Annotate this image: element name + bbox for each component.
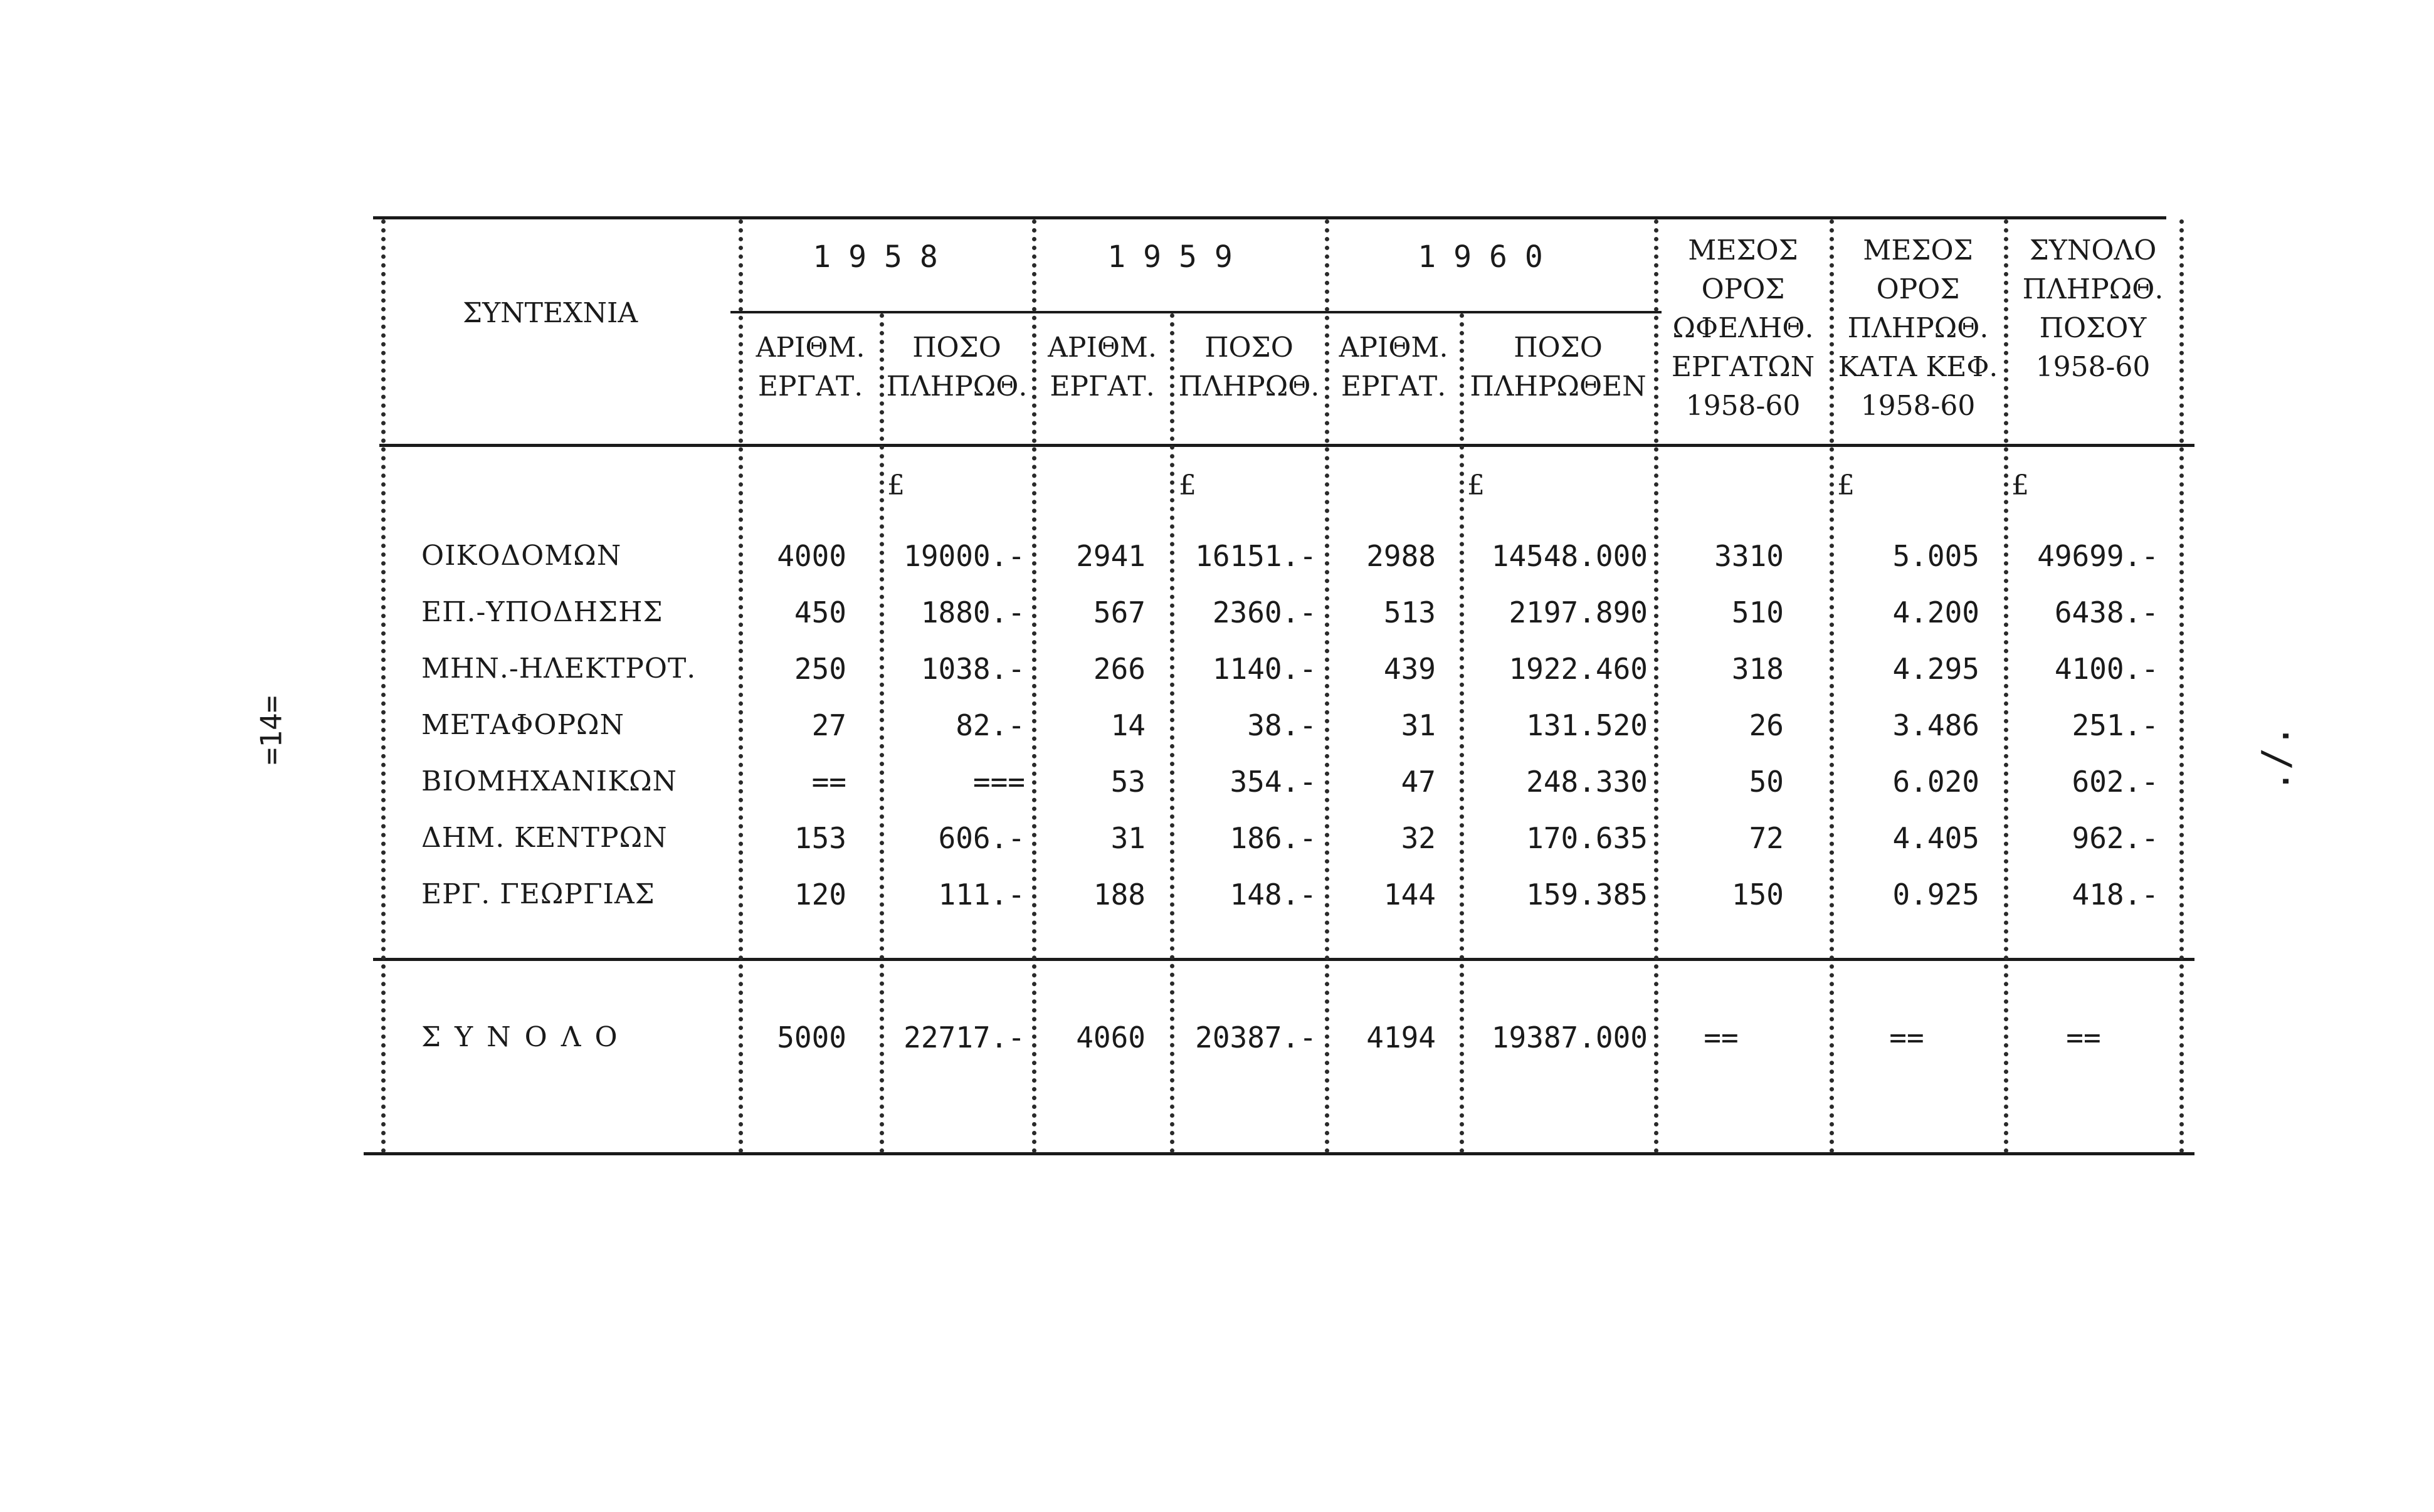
cell-avg-p: 0.925 <box>1892 878 1979 911</box>
cell-w59: 266 <box>1093 652 1146 686</box>
union-name: ΟΙΚΟΔΟΜΩΝ <box>421 540 622 572</box>
amount-header-1959: ΠΟΣΟ <box>1204 332 1293 364</box>
total-total: == <box>2066 1021 2101 1054</box>
total-p59: 20387.- <box>1195 1021 1317 1054</box>
column-divider <box>2179 219 2184 1153</box>
cell-w60: 47 <box>1401 765 1436 799</box>
cell-total: 4100.- <box>2054 652 2159 686</box>
table-bottom-rule <box>364 1152 2194 1155</box>
cell-w58: 120 <box>794 878 846 911</box>
total-avg-w: == <box>1704 1021 1739 1054</box>
cell-total: 602.- <box>2072 765 2159 799</box>
cell-p58: 606.- <box>938 821 1025 855</box>
avg-beneficiaries-header: ΜΕΣΟΣ <box>1688 234 1798 266</box>
total-label: ΣΥΝΟΛΟ <box>421 1021 631 1053</box>
cell-w58: 250 <box>794 652 846 686</box>
cell-total: 6438.- <box>2054 596 2159 629</box>
total-paid-header: ΣΥΝΟΛΟ <box>2029 234 2157 266</box>
column-divider <box>1325 219 1329 1153</box>
total-w60: 4194 <box>1366 1021 1436 1054</box>
total-paid-header: ΠΛΗΡΩΘ. <box>2022 273 2164 305</box>
cell-avg-p: 4.295 <box>1892 652 1979 686</box>
amount-header-1958: ΠΟΣΟ <box>912 332 1001 364</box>
cell-total: 962.- <box>2072 821 2159 855</box>
page-number-margin: =14= <box>254 695 288 765</box>
year-1960-header: 1960 <box>1418 239 1561 275</box>
cell-w59: 53 <box>1110 765 1146 799</box>
union-name: ΕΡΓ. ΓΕΩΡΓΙΑΣ <box>421 878 655 910</box>
cell-p60: 1922.460 <box>1509 652 1648 686</box>
avg-paid-header: 1958-60 <box>1860 390 1976 422</box>
cell-p60: 248.330 <box>1526 765 1648 799</box>
cell-w60: 2988 <box>1366 539 1436 573</box>
header-bottom-rule <box>379 444 2194 447</box>
cell-w59: 31 <box>1110 821 1146 855</box>
cell-avg-p: 4.405 <box>1892 821 1979 855</box>
currency-symbol: £ <box>887 470 905 501</box>
column-divider <box>1654 219 1658 1153</box>
cell-p59: 1140.- <box>1212 652 1317 686</box>
total-paid-header: 1958-60 <box>2035 351 2151 383</box>
cell-p59: 38.- <box>1247 708 1317 742</box>
cell-avg-w: 510 <box>1731 596 1784 629</box>
total-w59: 4060 <box>1076 1021 1146 1054</box>
cell-avg-w: 26 <box>1749 708 1784 742</box>
cell-p60: 2197.890 <box>1509 596 1648 629</box>
cell-p59: 2360.- <box>1212 596 1317 629</box>
cell-w58: 153 <box>794 821 846 855</box>
table-top-rule <box>373 216 2166 219</box>
avg-paid-header: ΚΑΤΑ ΚΕΦ. <box>1838 351 1998 383</box>
column-divider <box>739 219 743 1153</box>
cell-total: 251.- <box>2072 708 2159 742</box>
cell-w58: == <box>811 765 846 799</box>
cell-p60: 159.385 <box>1526 878 1648 911</box>
union-name: ΜΕΤΑΦΟΡΩΝ <box>421 709 625 741</box>
currency-symbol: £ <box>1467 470 1485 501</box>
amount-header-1959: ΠΛΗΡΩΘ. <box>1178 370 1320 402</box>
cell-p58: === <box>972 765 1025 799</box>
cell-avg-w: 3310 <box>1714 539 1784 573</box>
cell-w58: 450 <box>794 596 846 629</box>
cell-w60: 31 <box>1401 708 1436 742</box>
count-header-1960: ΑΡΙΘΜ. <box>1339 332 1448 364</box>
currency-symbol: £ <box>2011 470 2029 501</box>
union-name: ΕΠ.-ΥΠΟΔΗΣΗΣ <box>421 596 663 628</box>
cell-w58: 27 <box>811 708 846 742</box>
cell-avg-w: 50 <box>1749 765 1784 799</box>
currency-symbol: £ <box>1179 470 1196 501</box>
count-header-1959: ΕΡΓΑΤ. <box>1050 370 1155 402</box>
count-header-1959: ΑΡΙΘΜ. <box>1048 332 1157 364</box>
cell-w59: 2941 <box>1076 539 1146 573</box>
total-avg-p: == <box>1889 1021 1924 1054</box>
total-p58: 22717.- <box>904 1021 1025 1054</box>
cell-w60: 439 <box>1383 652 1436 686</box>
avg-beneficiaries-header: ΕΡΓΑΤΩΝ <box>1671 351 1815 383</box>
avg-paid-header: ΜΕΣΟΣ <box>1863 234 1973 266</box>
avg-beneficiaries-header: 1958-60 <box>1685 390 1801 422</box>
count-header-1960: ΕΡΓΑΤ. <box>1341 370 1446 402</box>
cell-w59: 567 <box>1093 596 1146 629</box>
cell-p58: 1038.- <box>920 652 1025 686</box>
cell-p58: 1880.- <box>920 596 1025 629</box>
cell-avg-p: 4.200 <box>1892 596 1979 629</box>
union-name: ΔΗΜ. ΚΕΝΤΡΩΝ <box>421 822 668 854</box>
avg-beneficiaries-header: ΟΡΟΣ <box>1701 273 1785 305</box>
cell-p59: 148.- <box>1230 878 1317 911</box>
cell-p60: 131.520 <box>1526 708 1648 742</box>
cell-total: 49699.- <box>2037 539 2159 573</box>
cell-p59: 186.- <box>1230 821 1317 855</box>
cell-w59: 188 <box>1093 878 1146 911</box>
cell-w60: 513 <box>1383 596 1436 629</box>
total-p60: 19387.000 <box>1491 1021 1648 1054</box>
cell-w58: 4000 <box>777 539 846 573</box>
cell-avg-w: 150 <box>1731 878 1784 911</box>
cell-p59: 16151.- <box>1195 539 1317 573</box>
cell-avg-p: 3.486 <box>1892 708 1979 742</box>
union-column-header: ΣΥΝΤΕΧΝΙΑ <box>463 297 638 329</box>
union-name: ΒΙΟΜΗΧΑΝΙΚΩΝ <box>421 765 678 797</box>
column-divider <box>381 219 386 1153</box>
body-bottom-rule <box>373 958 2194 961</box>
cell-p58: 82.- <box>956 708 1025 742</box>
cell-p59: 354.- <box>1230 765 1317 799</box>
cell-w60: 32 <box>1401 821 1436 855</box>
year-header-rule <box>730 311 1662 313</box>
cell-avg-w: 318 <box>1731 652 1784 686</box>
count-header-1958: ΕΡΓΑΤ. <box>757 370 863 402</box>
cell-avg-p: 6.020 <box>1892 765 1979 799</box>
avg-paid-header: ΠΛΗΡΩΘ. <box>1847 312 1989 344</box>
column-divider <box>2004 219 2008 1153</box>
cell-avg-w: 72 <box>1749 821 1784 855</box>
cell-avg-p: 5.005 <box>1892 539 1979 573</box>
cell-p60: 14548.000 <box>1491 539 1648 573</box>
amount-header-1960: ΠΛΗΡΩΘΕΝ <box>1470 370 1646 402</box>
avg-paid-header: ΟΡΟΣ <box>1876 273 1960 305</box>
continuation-mark: ./. <box>2254 724 2298 793</box>
amount-header-1960: ΠΟΣΟ <box>1514 332 1603 364</box>
cell-p58: 19000.- <box>904 539 1025 573</box>
avg-beneficiaries-header: ΩΦΕΛΗΘ. <box>1672 312 1814 344</box>
amount-header-1958: ΠΛΗΡΩΘ. <box>886 370 1028 402</box>
cell-w59: 14 <box>1110 708 1146 742</box>
year-1958-header: 1958 <box>813 239 956 275</box>
currency-symbol: £ <box>1837 470 1855 501</box>
cell-w60: 144 <box>1383 878 1436 911</box>
count-header-1958: ΑΡΙΘΜ. <box>756 332 865 364</box>
column-divider <box>1830 219 1834 1153</box>
year-1959-header: 1959 <box>1107 239 1250 275</box>
total-paid-header: ΠΟΣΟΥ <box>2039 312 2147 344</box>
cell-p58: 111.- <box>938 878 1025 911</box>
cell-total: 418.- <box>2072 878 2159 911</box>
total-w58: 5000 <box>777 1021 846 1054</box>
cell-p60: 170.635 <box>1526 821 1648 855</box>
union-name: ΜΗΝ.-ΗΛΕΚΤΡΟΤ. <box>421 653 697 685</box>
